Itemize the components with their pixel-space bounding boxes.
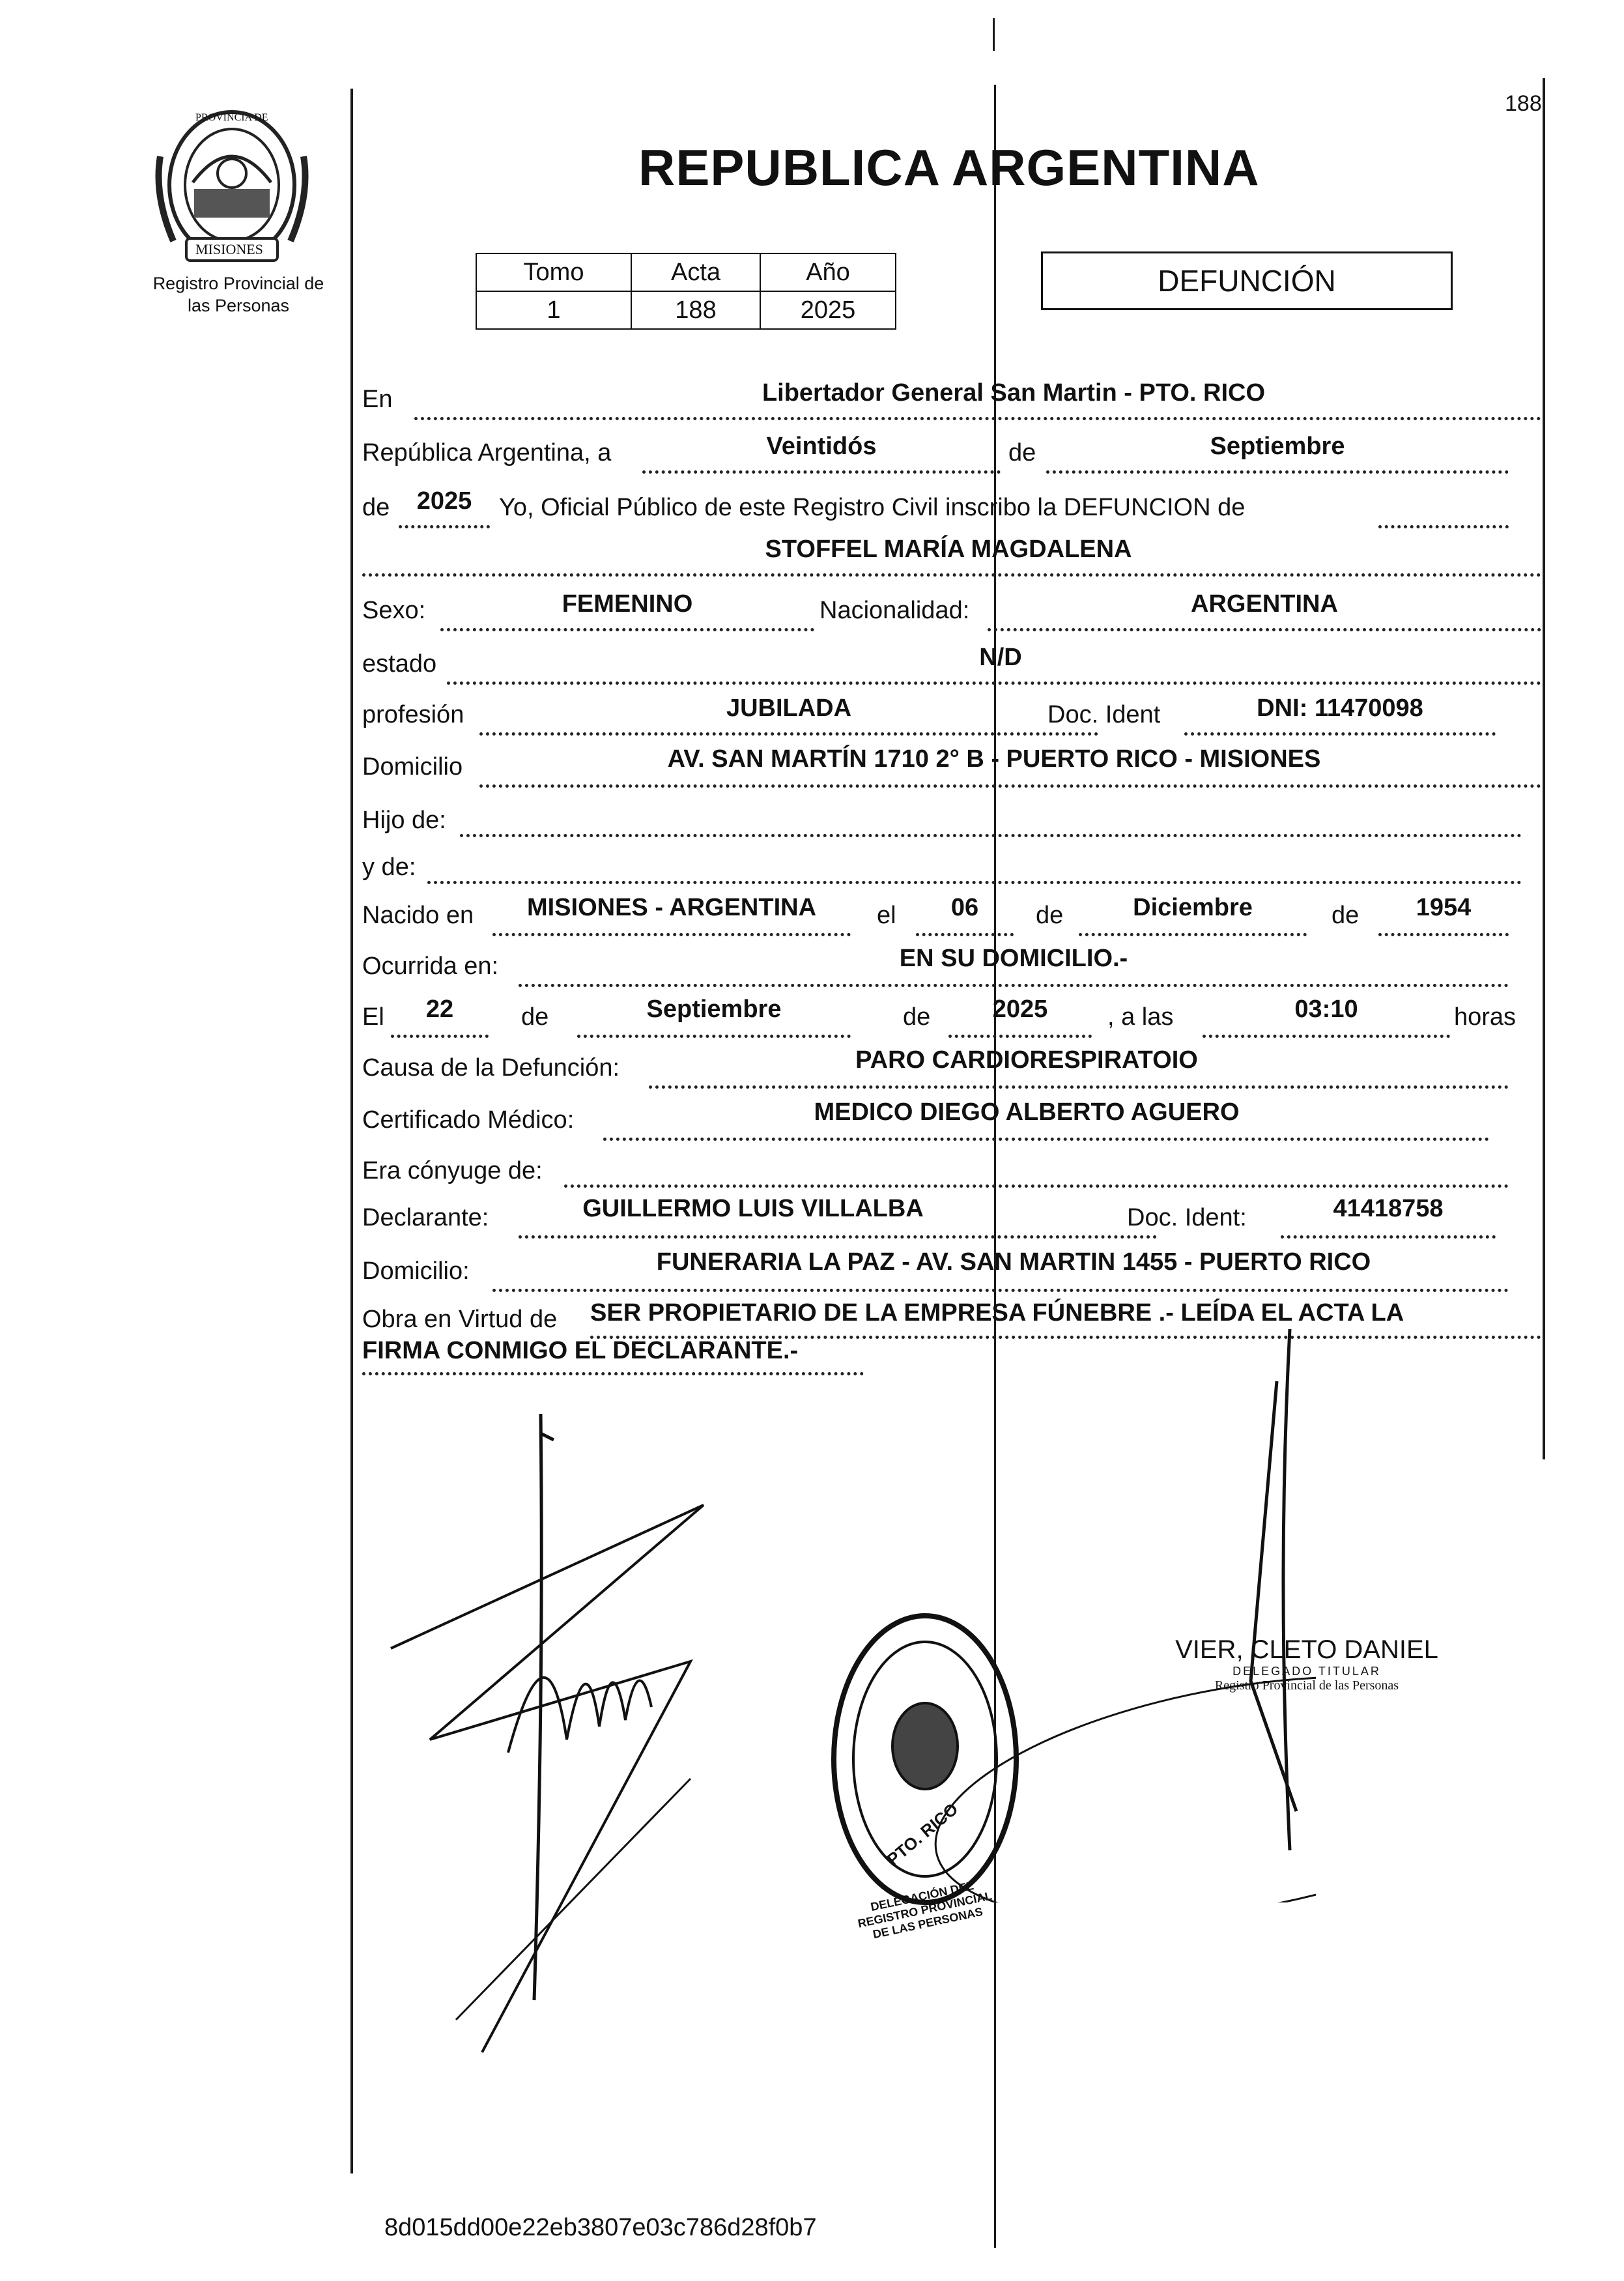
doc-ident-value: DNI: 11470098 <box>1257 695 1423 722</box>
deceased-name: STOFFEL MARÍA MAGDALENA <box>765 536 1132 563</box>
right-margin-rule <box>1543 78 1545 1459</box>
death-year: 2025 <box>992 996 1048 1023</box>
year-value: 2025 <box>416 487 472 515</box>
domicilio-dots <box>479 784 1541 788</box>
month-dots <box>1046 470 1509 474</box>
death-day-dots <box>391 1035 489 1038</box>
anio-value: 2025 <box>760 291 896 329</box>
obra-value-line1: SER PROPIETARIO DE LA EMPRESA FÚNEBRE .- LEÍDA EL ACTA LA <box>590 1299 1404 1327</box>
tomo-header: Tomo <box>476 253 631 291</box>
profesion-label: profesión <box>362 701 464 728</box>
death-time: 03:10 <box>1294 996 1358 1023</box>
row-en <box>362 379 1541 418</box>
declarante-domicilio-value: FUNERARIA LA PAZ - AV. SAN MARTIN 1455 - PUERTO RICO <box>656 1248 1371 1276</box>
registry-line-2: las Personas <box>187 296 290 315</box>
a-las-label: , a las <box>1107 1003 1174 1031</box>
act-type: DEFUNCIÓN <box>1158 264 1336 298</box>
row-conyuge <box>362 1152 1509 1191</box>
acta-header: Acta <box>631 253 760 291</box>
causa-dots <box>649 1085 1509 1089</box>
death-de1-label: de <box>521 1003 549 1031</box>
row-causa <box>362 1046 1509 1085</box>
birth-el-label: el <box>877 902 896 929</box>
death-de2-label: de <box>903 1003 931 1031</box>
birth-de2-label: de <box>1332 902 1360 929</box>
row-profesion <box>362 695 1496 734</box>
declarante-doc-dots <box>1281 1235 1496 1239</box>
row-certificado <box>362 1098 1489 1138</box>
reference-value-row <box>476 291 896 329</box>
year-de-label: de <box>362 494 390 521</box>
nacionalidad-dots <box>988 628 1541 631</box>
top-tick <box>993 18 995 51</box>
day-text: Veintidós <box>766 433 877 460</box>
domicilio-value: AV. SAN MARTÍN 1710 2° B - PUERTO RICO - MISIONES <box>667 745 1321 773</box>
row-declarante <box>362 1195 1496 1234</box>
row-declarante-domicilio <box>362 1248 1509 1287</box>
death-el-label: El <box>362 1003 384 1031</box>
sexo-label: Sexo: <box>362 597 426 624</box>
left-margin-rule <box>350 89 353 2173</box>
birth-year-dots <box>1378 933 1509 936</box>
estado-label: estado <box>362 650 437 678</box>
official-name: VIER, CLETO DANIEL <box>1175 1635 1438 1664</box>
seal-lettering-top: PROVINCIA DE <box>195 112 268 123</box>
nacionalidad-label: Nacionalidad: <box>819 597 970 624</box>
page-title: REPUBLICA ARGENTINA <box>638 139 1260 196</box>
reference-header-row <box>476 253 896 291</box>
doc-ident-label: Doc. Ident <box>1047 701 1161 728</box>
tomo-value: 1 <box>476 291 631 329</box>
birth-de1-label: de <box>1036 902 1064 929</box>
registry-line-1: Registro Provincial de <box>152 274 324 293</box>
birth-year: 1954 <box>1416 894 1472 921</box>
death-day: 22 <box>425 996 454 1023</box>
y-de-dots <box>427 881 1522 884</box>
round-stamp-org: DELEGACIÓN DEL REGISTRO PROVINCIAL DE LAS PERSONAS <box>857 1878 993 1942</box>
death-month: Septiembre <box>646 996 782 1023</box>
row-domicilio <box>362 745 1541 784</box>
round-stamp-city: PTO. RICO <box>883 1799 962 1870</box>
en-label: En <box>362 386 393 413</box>
row-yo <box>362 487 1509 526</box>
sexo-value: FEMENINO <box>562 590 693 618</box>
birth-month-dots <box>1079 933 1307 936</box>
official-stamp <box>1170 1635 1444 1693</box>
death-year-dots <box>948 1035 1092 1038</box>
doc-ident-dots <box>1184 732 1496 736</box>
document-hash: 8d015dd00e22eb3807e03c786d28f0b7 <box>384 2214 817 2241</box>
y-de-label: y de: <box>362 854 416 881</box>
obra-value-line2: FIRMA CONMIGO EL DECLARANTE.- <box>362 1337 799 1364</box>
causa-value: PARO CARDIORESPIRATOIO <box>855 1046 1198 1074</box>
birth-month: Diciembre <box>1133 894 1253 921</box>
conyuge-dots <box>564 1184 1509 1188</box>
ocurrida-dots <box>519 984 1509 987</box>
domicilio-label: Domicilio <box>362 753 463 781</box>
en-value: Libertador General San Martin - PTO. RICO <box>762 379 1266 407</box>
page-number: 188 <box>1505 91 1542 116</box>
death-month-dots <box>577 1035 851 1038</box>
year-dots <box>399 525 490 528</box>
declarante-domicilio-label: Domicilio: <box>362 1257 470 1285</box>
death-time-dots <box>1203 1035 1450 1038</box>
row-estado <box>362 644 1541 683</box>
nacido-place: MISIONES - ARGENTINA <box>526 894 817 921</box>
yo-dots <box>1378 525 1509 528</box>
row-nacido <box>362 894 1509 933</box>
seal-lettering-bottom: MISIONES <box>195 241 263 257</box>
official-org: Registro Provincial de las Personas <box>1214 1678 1399 1693</box>
row-hijo-de <box>362 801 1522 840</box>
acta-value: 188 <box>631 291 760 329</box>
profesion-dots <box>479 732 1098 736</box>
ocurrida-value: EN SU DOMICILIO.- <box>899 945 1128 972</box>
yo-text: Yo, Oficial Público de este Registro Civil inscribo la DEFUNCION de <box>499 494 1246 521</box>
row-sexo <box>362 590 1541 629</box>
hijo-de-label: Hijo de: <box>362 807 446 834</box>
declarante-domicilio-dots <box>492 1289 1509 1292</box>
month-de-label: de <box>1008 439 1036 466</box>
profesion-value: JUBILADA <box>726 695 852 722</box>
causa-label: Causa de la Defunción: <box>362 1054 620 1082</box>
row-death-date <box>362 996 1535 1035</box>
estado-dots <box>447 681 1541 685</box>
month-text: Septiembre <box>1210 433 1345 460</box>
certificado-value: MEDICO DIEGO ALBERTO AGUERO <box>814 1098 1240 1126</box>
birth-day-dots <box>916 933 1014 936</box>
act-type-box <box>1041 251 1453 310</box>
sexo-dots <box>440 628 814 631</box>
row-republica <box>362 433 1509 472</box>
row-deceased-name <box>362 536 1541 575</box>
reference-table <box>476 253 896 330</box>
estado-value: N/D <box>979 644 1022 671</box>
conyuge-label: Era cónyuge de: <box>362 1157 543 1184</box>
anio-header: Año <box>760 253 896 291</box>
declarante-doc-label: Doc. Ident: <box>1127 1204 1247 1231</box>
republica-label: República Argentina, a <box>362 439 612 466</box>
nacido-label: Nacido en <box>362 902 474 929</box>
hijo-de-dots <box>460 834 1522 837</box>
name-dots <box>362 573 1541 577</box>
obra-label: Obra en Virtud de <box>362 1306 558 1333</box>
en-dots <box>414 417 1541 420</box>
certificado-label: Certificado Médico: <box>362 1106 575 1134</box>
declarante-doc-value: 41418758 <box>1333 1195 1444 1222</box>
row-y-de <box>362 848 1522 887</box>
row-ocurrida <box>362 945 1509 984</box>
obra-dots-2 <box>362 1372 864 1375</box>
declarante-value: GUILLERMO LUIS VILLALBA <box>582 1195 924 1222</box>
registry-round-stamp <box>821 1603 1029 1915</box>
ocurrida-label: Ocurrida en: <box>362 953 499 980</box>
declarante-label: Declarante: <box>362 1204 489 1231</box>
certificado-dots <box>603 1138 1489 1141</box>
birth-day: 06 <box>950 894 979 921</box>
declarant-signature <box>378 1414 717 2065</box>
nacido-dots <box>492 933 851 936</box>
nacionalidad-value: ARGENTINA <box>1191 590 1338 618</box>
official-role: DELEGADO TITULAR <box>1232 1665 1381 1678</box>
day-dots <box>642 470 1001 474</box>
horas-label: horas <box>1454 1003 1517 1031</box>
declarante-dots <box>519 1235 1157 1239</box>
registry-name <box>128 272 349 317</box>
